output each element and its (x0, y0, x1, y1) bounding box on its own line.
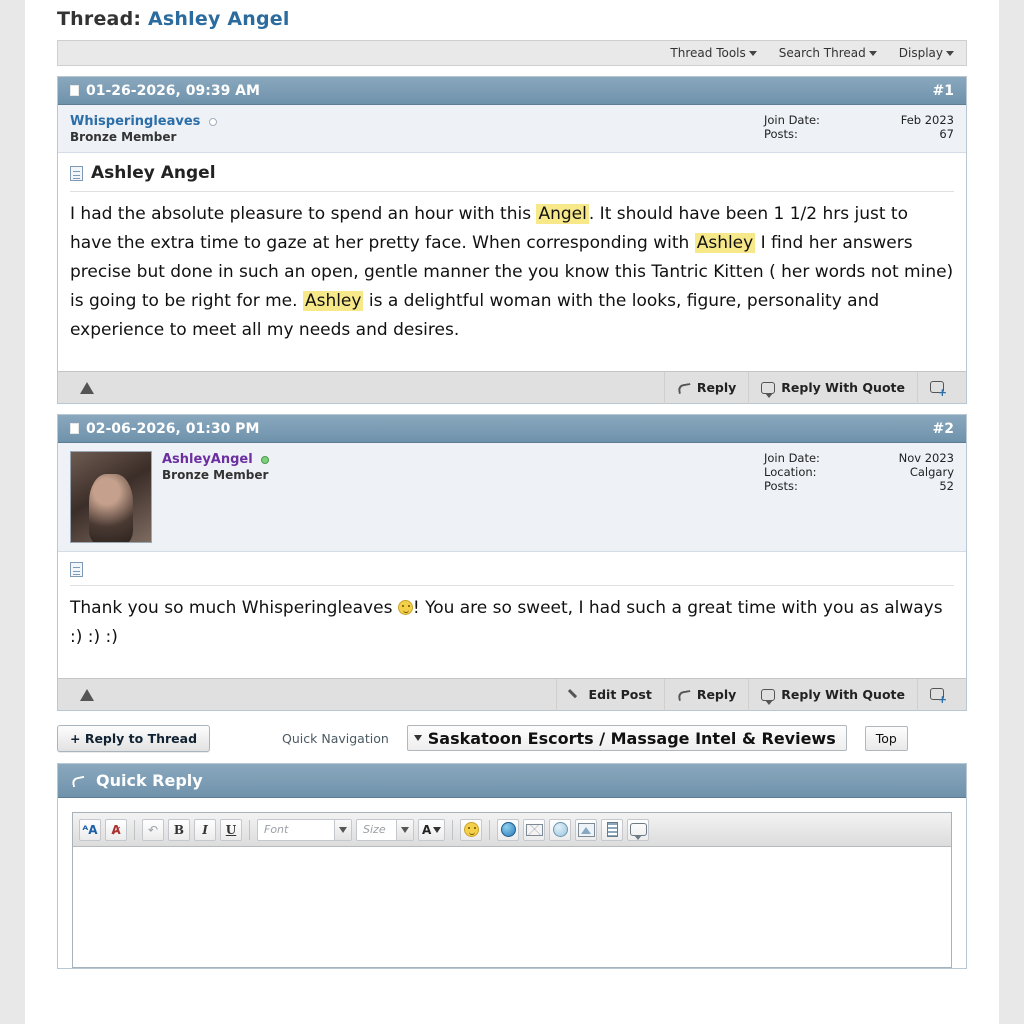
spellcheck-icon[interactable]: A̷ (105, 819, 127, 841)
reply-with-quote-label: Reply With Quote (781, 686, 905, 702)
text-color-picker[interactable] (418, 819, 445, 841)
reply-with-quote-button[interactable] (748, 679, 917, 711)
message-editor (72, 812, 952, 968)
thread-label: Thread: (57, 8, 142, 30)
joindate-label: Join Date: (764, 113, 820, 127)
display-label: Display (898, 46, 943, 60)
post-title-row (70, 562, 954, 586)
chevron-down-icon[interactable] (396, 820, 413, 840)
italic-icon[interactable]: I (194, 819, 216, 841)
insert-email-icon[interactable] (523, 819, 545, 841)
multiquote-button[interactable] (917, 679, 958, 711)
reply-arrow-icon (70, 774, 86, 788)
insert-image-icon[interactable] (575, 819, 597, 841)
post-header (58, 415, 966, 443)
post-userinfo (58, 105, 966, 153)
insert-video-icon[interactable] (601, 819, 623, 841)
top-button[interactable]: Top (865, 726, 908, 751)
posts-value: 67 (939, 127, 954, 141)
thread-tools-label: Thread Tools (670, 46, 746, 60)
chevron-down-icon (414, 735, 422, 741)
font-placeholder: Font (264, 823, 289, 836)
reply-button[interactable] (664, 679, 748, 711)
post-icon (70, 562, 83, 577)
pencil-icon (569, 688, 583, 701)
toolbar-separator (452, 820, 453, 840)
warning-icon (80, 689, 94, 701)
offline-status-icon (209, 118, 217, 126)
post-marker-icon (70, 85, 79, 96)
reply-arrow-icon (677, 382, 691, 394)
post-text: Thank you so much Whisperingleaves (70, 598, 398, 618)
text-color-icon: A (422, 822, 432, 837)
reply-label: Reply (696, 686, 737, 702)
quick-navigation-label: Quick Navigation (282, 730, 389, 746)
post-username[interactable]: Whisperingleaves (70, 114, 201, 129)
joindate-label: Join Date: (764, 451, 820, 465)
quick-reply-panel (57, 763, 967, 969)
reply-arrow-icon (677, 689, 691, 701)
insert-link-icon[interactable] (497, 819, 519, 841)
chevron-down-icon[interactable] (334, 820, 351, 840)
joindate-value: Feb 2023 (900, 113, 954, 127)
chevron-down-icon (869, 51, 877, 56)
report-post-button[interactable] (68, 372, 106, 404)
post-number[interactable]: #1 (932, 82, 954, 99)
post-userinfo (58, 443, 966, 552)
search-thread-label: Search Thread (778, 46, 866, 60)
reply-button[interactable] (664, 372, 748, 404)
remove-link-icon[interactable] (549, 819, 571, 841)
remove-formatting-icon[interactable]: ᴬA (79, 819, 101, 841)
post-usertitle: Bronze Member (162, 468, 269, 482)
thread-toolbar (57, 40, 967, 66)
post-text: ! You are so sweet, I had such a great time with you as always :) :) :) (70, 598, 943, 647)
underline-icon[interactable]: U (220, 819, 242, 841)
reply-label: Reply (696, 379, 737, 395)
post-username[interactable]: AshleyAngel (162, 452, 253, 467)
chevron-down-icon (946, 51, 954, 56)
post-text: is a delightful woman with the looks, figure, personality and experience to meet all my needs and desires. (70, 291, 880, 340)
joindate-value: Nov 2023 (898, 451, 954, 465)
posts-label: Posts: (764, 479, 798, 493)
post-title-row (70, 163, 954, 192)
message-textarea[interactable] (73, 847, 951, 967)
smilie-picker-icon[interactable] (460, 819, 482, 841)
post-usertitle: Bronze Member (70, 130, 177, 144)
post-footer (58, 678, 966, 710)
location-label: Location: (764, 465, 817, 479)
post-body (58, 192, 966, 371)
quick-reply-header (58, 764, 966, 798)
size-placeholder: Size (363, 823, 386, 836)
search-highlight: Ashley (696, 233, 754, 253)
edit-post-button[interactable] (556, 679, 664, 711)
font-select[interactable] (257, 819, 352, 841)
posts-label: Posts: (764, 127, 798, 141)
toolbar-separator (134, 820, 135, 840)
multiquote-button[interactable] (917, 372, 958, 404)
thread-name: Ashley Angel (148, 8, 290, 30)
insert-quote-icon[interactable] (627, 819, 649, 841)
reply-with-quote-button[interactable] (748, 372, 917, 404)
bold-icon[interactable]: B (168, 819, 190, 841)
quick-navigation-select[interactable] (407, 725, 847, 751)
post-header (58, 77, 966, 105)
page-title (25, 0, 999, 40)
post-text: . It should have been 1 1/2 hrs just to have the extra time to gaze at her pretty face. When corresponding with (70, 204, 908, 253)
post-2 (57, 414, 967, 711)
post-title: Ashley Angel (91, 163, 216, 183)
location-value: Calgary (909, 465, 954, 479)
smiley-icon (398, 600, 413, 615)
search-thread-menu[interactable] (779, 46, 877, 60)
undo-icon[interactable]: ↶ (142, 819, 164, 841)
post-text: I had the absolute pleasure to spend an hour with this (70, 204, 537, 224)
edit-post-label: Edit Post (588, 686, 652, 702)
quote-bubble-icon (761, 382, 775, 394)
editor-toolbar (73, 813, 951, 847)
post-icon (70, 166, 83, 181)
size-select[interactable] (356, 819, 414, 841)
search-highlight: Angel (538, 204, 587, 224)
post-date: 02-06-2026, 01:30 PM (86, 420, 260, 437)
online-status-icon (261, 456, 269, 464)
quick-reply-body (58, 798, 966, 968)
post-userstats (764, 451, 954, 543)
report-post-button[interactable] (68, 679, 106, 711)
post-body (58, 586, 966, 678)
post-marker-icon (70, 423, 79, 434)
reply-with-quote-label: Reply With Quote (781, 379, 905, 395)
chevron-down-icon (749, 51, 757, 56)
display-menu[interactable] (899, 46, 954, 60)
avatar[interactable] (70, 451, 152, 543)
chevron-down-icon (433, 827, 441, 833)
post-1 (57, 76, 967, 404)
toolbar-separator (489, 820, 490, 840)
thread-actions (57, 723, 967, 753)
reply-to-thread-button[interactable]: + Reply to Thread (57, 725, 210, 752)
quote-bubble-icon (761, 689, 775, 701)
post-userstats (764, 113, 954, 144)
forum-content (25, 0, 999, 1024)
quick-reply-title: Quick Reply (96, 771, 203, 790)
multiquote-icon (930, 688, 946, 701)
post-footer (58, 371, 966, 403)
search-highlight: Ashley (304, 291, 362, 311)
post-date: 01-26-2026, 09:39 AM (86, 82, 260, 99)
posts-value: 52 (939, 479, 954, 493)
multiquote-icon (930, 381, 946, 394)
post-number[interactable]: #2 (932, 420, 954, 437)
thread-tools-menu[interactable] (670, 46, 756, 60)
post-text: I find her answers precise but done in such an open, gentle manner the you know this Tantric Kitten ( her words not mine) is going to be right for me. (70, 233, 954, 311)
quick-navigation-value: Saskatoon Escorts / Massage Intel & Reviews (427, 728, 836, 748)
toolbar-separator (249, 820, 250, 840)
warning-icon (80, 382, 94, 394)
